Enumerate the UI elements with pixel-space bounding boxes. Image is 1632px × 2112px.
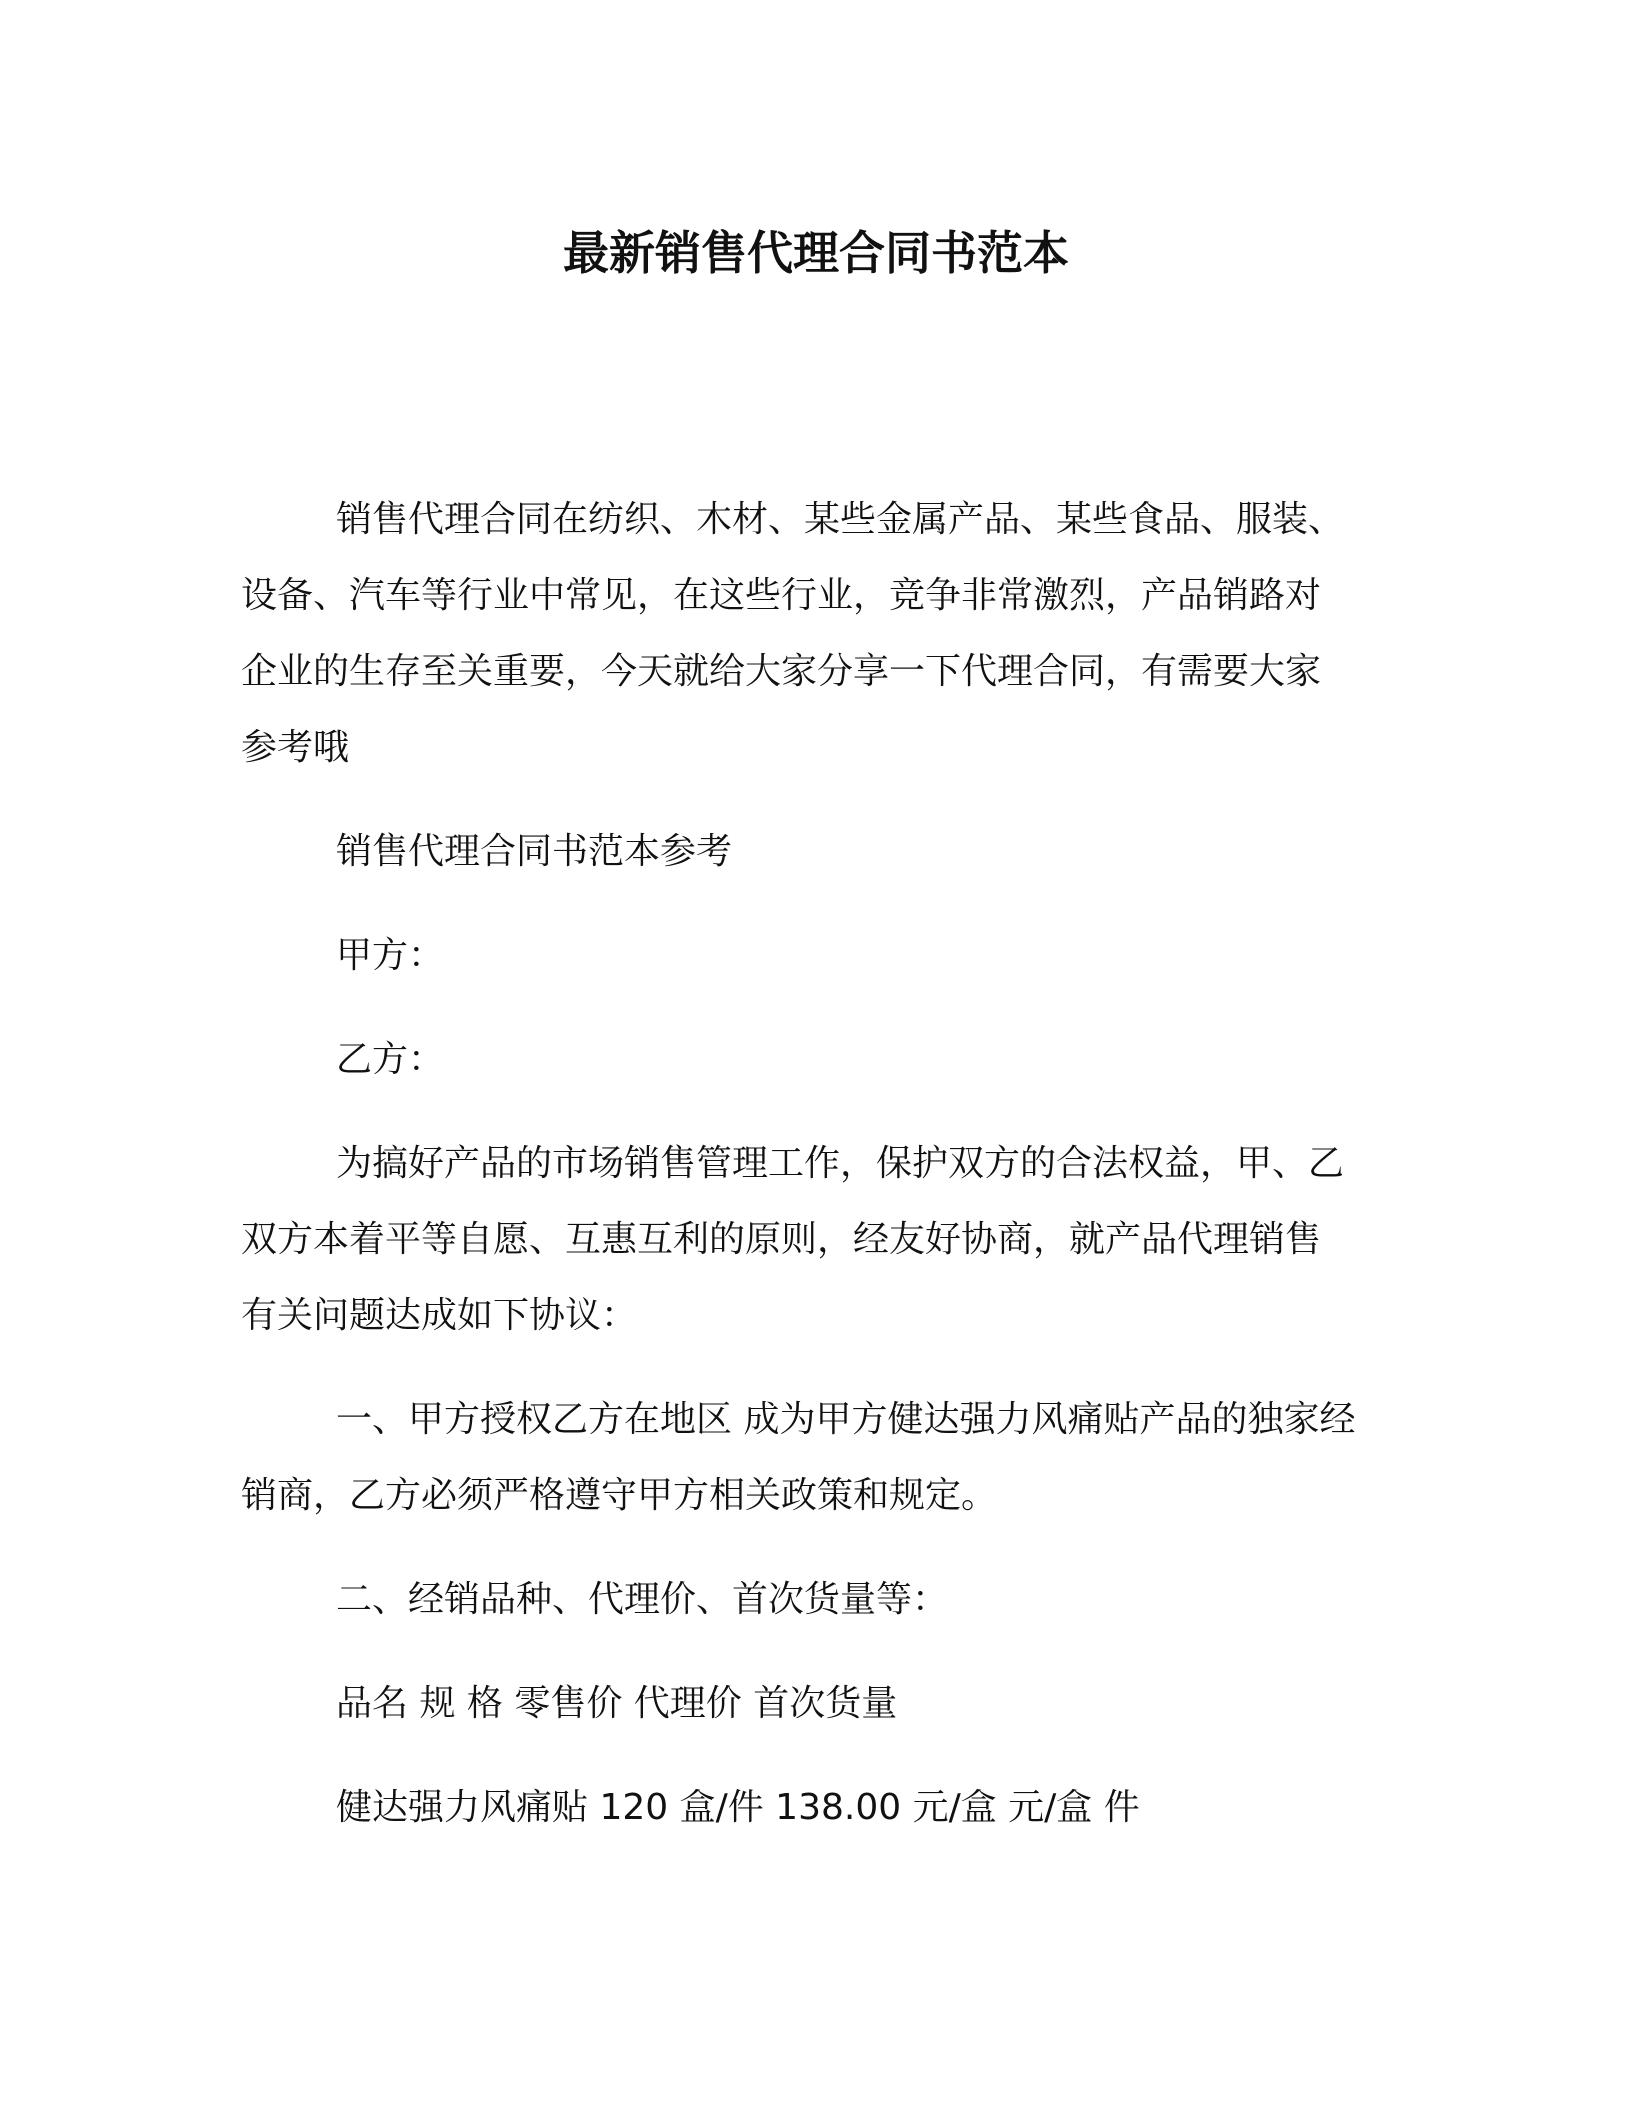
party-b-label: 乙方： xyxy=(336,1039,445,1080)
product-table-header: 品名 规 格 零售价 代理价 首次货量 xyxy=(336,1683,898,1724)
preamble-line-3: 有关问题达成如下协议： xyxy=(241,1295,638,1336)
intro-line-1: 销售代理合同在纺织、木材、某些金属产品、某些食品、服装、 xyxy=(336,499,1345,540)
preamble-line-2: 双方本着平等自愿、互惠互利的原则，经友好协商，就产品代理销售 xyxy=(241,1219,1322,1260)
subtitle: 销售代理合同书范本参考 xyxy=(336,831,733,872)
document-title: 最新销售代理合同书范本 xyxy=(563,226,1069,280)
intro-line-2: 设备、汽车等行业中常见，在这些行业，竞争非常激烈，产品销路对 xyxy=(241,575,1322,616)
product-table-row: 健达强力风痛贴 120 盒/件 138.00 元/盒 元/盒 件 xyxy=(336,1787,1140,1828)
intro-line-3: 企业的生存至关重要，今天就给大家分享一下代理合同，有需要大家 xyxy=(241,651,1322,692)
preamble-line-1: 为搞好产品的市场销售管理工作，保护双方的合法权益，甲、乙 xyxy=(336,1143,1345,1184)
intro-line-4: 参考哦 xyxy=(241,727,350,768)
party-a-label: 甲方： xyxy=(336,935,445,976)
clause-1-line-2: 销商，乙方必须严格遵守甲方相关政策和规定。 xyxy=(241,1475,998,1516)
clause-1-line-1: 一、甲方授权乙方在地区 成为甲方健达强力风痛贴产品的独家经 xyxy=(336,1399,1356,1440)
clause-2-heading: 二、经销品种、代理价、首次货量等： xyxy=(336,1579,949,1620)
